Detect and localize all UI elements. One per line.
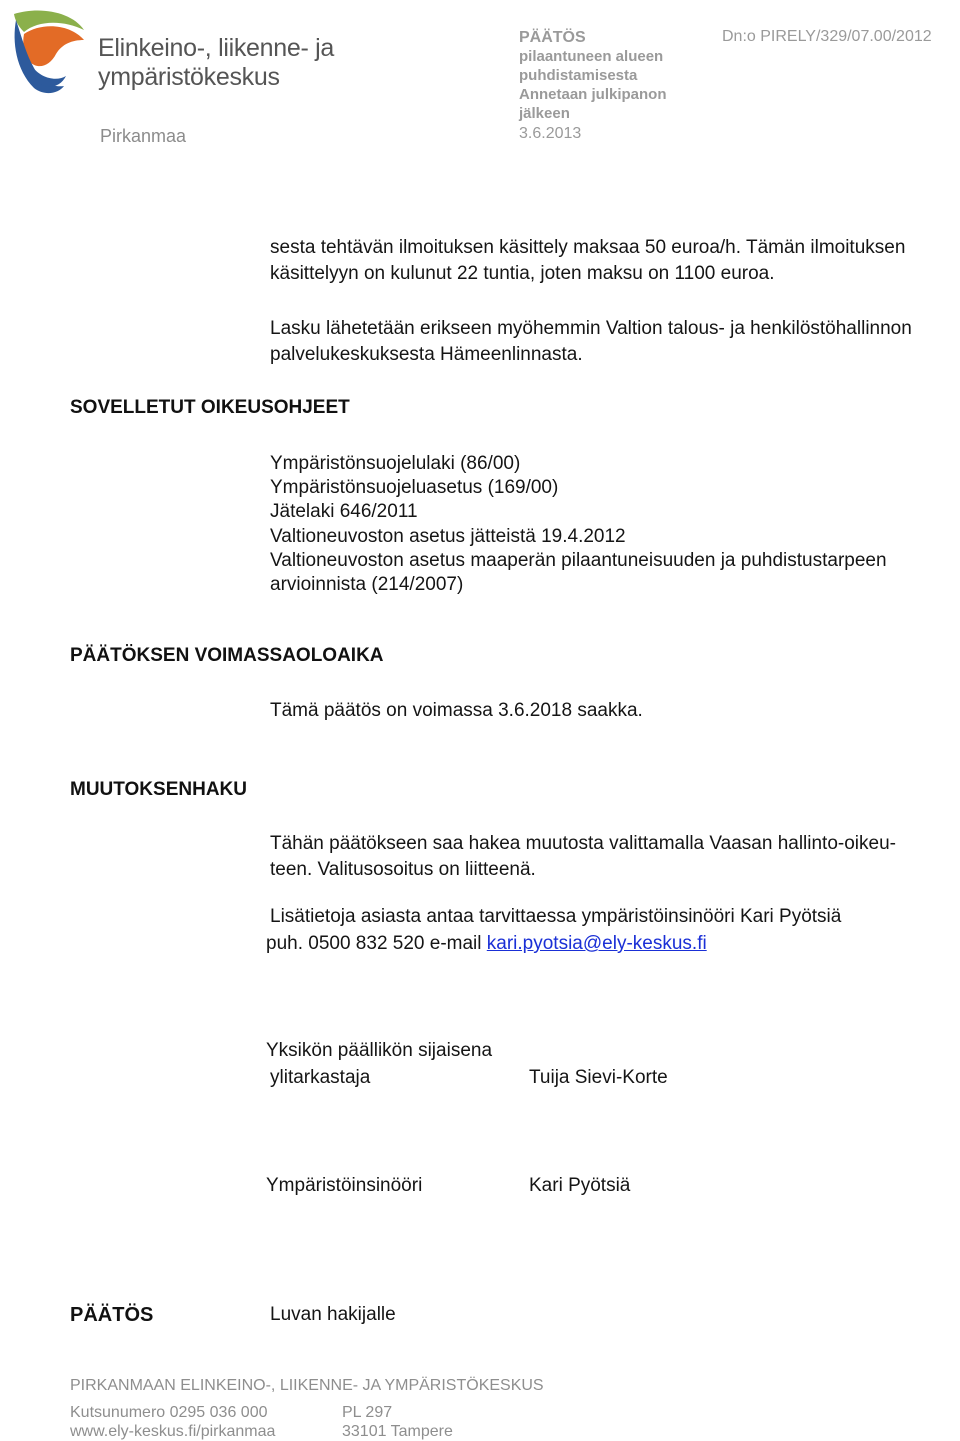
legal-item: Valtioneuvoston asetus jätteistä 19.4.2012	[270, 525, 626, 547]
legal-item: Jätelaki 646/2011	[270, 501, 418, 523]
contact-line	[266, 931, 956, 957]
org-name-line2: ympäristökeskus	[98, 63, 280, 91]
footer-phone: Kutsunumero 0295 036 000	[70, 1404, 268, 1421]
fee-line: käsittelyyn on kulunut 22 tuntia, joten maksu on 1100 euroa.	[270, 263, 775, 284]
fee-line: sesta tehtävän ilmoituksen käsittely maksaa 50 euroa/h. Tämän ilmoituksen	[270, 237, 906, 258]
legal-item: Ympäristönsuojeluasetus (169/00)	[270, 477, 559, 499]
footer-address	[342, 1403, 453, 1441]
signer-title-2: Ympäristöinsinööri	[266, 1175, 423, 1196]
appeal-paragraph	[270, 831, 960, 883]
legal-item: Ympäristönsuojelulaki (86/00)	[270, 453, 521, 474]
document-subtitle-line: pilaantuneen alueen	[519, 48, 664, 65]
legal-item: arvioinnista (214/2007)	[270, 574, 464, 596]
decision-recipient: Luvan hakijalle	[270, 1304, 396, 1325]
signer-name-2: Kari Pyötsiä	[529, 1175, 631, 1196]
validity-heading: PÄÄTÖKSEN VOIMASSAOLOAIKA	[70, 645, 384, 666]
footer-postal: 33101 Tampere	[342, 1423, 453, 1440]
footer-contact	[70, 1403, 275, 1441]
appeal-line: teen. Valitusosoitus on liitteenä.	[270, 859, 536, 880]
footer-organization: PIRKANMAAN ELINKEINO-, LIIKENNE- JA YMPÄRISTÖKESKUS	[70, 1377, 544, 1394]
invoice-line: palvelukeskuksesta Hämeenlinnasta.	[270, 344, 583, 365]
appeal-line: Tähän päätökseen saa hakea muutosta valittamalla Vaasan hallinto-oikeu-	[270, 833, 896, 854]
document-title: PÄÄTÖS	[519, 29, 586, 46]
appeal-heading: MUUTOKSENHAKU	[70, 779, 247, 800]
document-subtitle-line: puhdistamisesta	[519, 67, 638, 84]
org-name-line1: Elinkeino-, liikenne- ja	[98, 34, 334, 62]
legal-list	[270, 452, 887, 597]
ely-logo-icon	[8, 8, 90, 98]
email-link[interactable]: kari.pyotsia@ely-keskus.fi	[486, 933, 707, 954]
contact-phone: puh. 0500 832 520 e-mail	[266, 933, 487, 954]
document-type	[519, 28, 704, 123]
legal-item: Valtioneuvoston asetus maaperän pilaantuneisuuden ja puhdistustarpeen	[270, 549, 887, 571]
document-subtitle-line: jälkeen	[519, 105, 570, 122]
deputy-label: Yksikön päällikön sijaisena	[266, 1040, 493, 1061]
validity-line: Tämä päätös on voimassa 3.6.2018 saakka.	[270, 700, 643, 721]
signer-name-1: Tuija Sievi-Korte	[529, 1067, 668, 1088]
info-line	[270, 904, 960, 930]
signer-title-1: ylitarkastaja	[270, 1067, 371, 1088]
document-date: 3.6.2013	[519, 125, 582, 142]
diary-number: Dn:o PIRELY/329/07.00/2012	[722, 28, 932, 45]
validity-text	[270, 698, 960, 724]
info-text: Lisätietoja asiasta antaa tarvittaessa ympäristöinsinööri Kari Pyötsiä	[270, 906, 842, 927]
decision-label: PÄÄTÖS	[70, 1304, 154, 1326]
invoice-line: Lasku lähetetään erikseen myöhemmin Valtion talous- ja henkilöstöhallinnon	[270, 318, 912, 339]
fee-paragraph	[270, 235, 960, 287]
footer-po-box: PL 297	[342, 1404, 393, 1421]
region-label: Pirkanmaa	[100, 126, 187, 146]
footer-web: www.ely-keskus.fi/pirkanmaa	[70, 1423, 276, 1440]
invoice-paragraph	[270, 316, 960, 368]
document-subtitle-line: Annetaan julkipanon	[519, 86, 667, 103]
legal-heading: SOVELLETUT OIKEUSOHJEET	[70, 397, 350, 418]
organization-name	[98, 34, 334, 92]
